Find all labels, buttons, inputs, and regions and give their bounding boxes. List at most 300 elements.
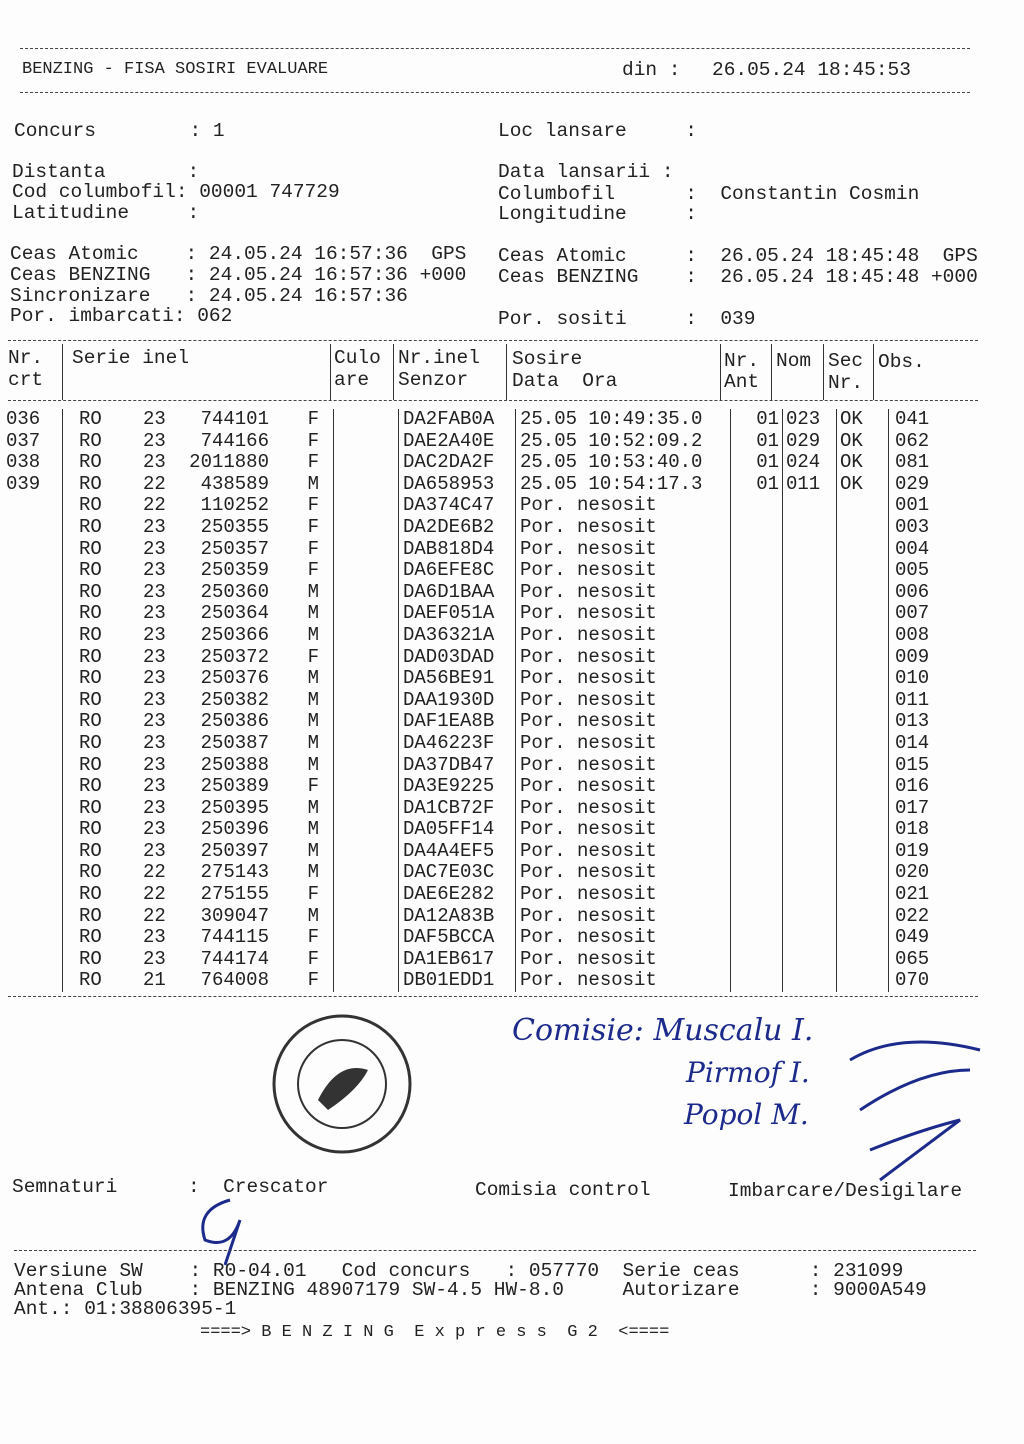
table-row	[6, 474, 929, 496]
ring-sex: F	[307, 494, 319, 517]
arrival: Por. nesosit	[516, 884, 731, 906]
antenna-nr	[731, 625, 783, 647]
ring-sex: M	[307, 796, 319, 819]
ring-series	[63, 927, 334, 949]
ring-number: 250386	[200, 710, 269, 733]
report-datetime: 26.05.24 18:45:53	[712, 59, 911, 81]
info-ceas-benzing-start: Ceas BENZING : 24.05.24 16:57:36 +000	[10, 264, 467, 286]
nom: 024	[783, 452, 837, 474]
ring-number: 250372	[200, 645, 269, 668]
antenna-nr	[731, 668, 783, 690]
sec-nr	[837, 733, 889, 755]
ring-country: RO	[79, 623, 102, 646]
row-nr: 036	[6, 409, 63, 431]
sec-nr	[837, 970, 889, 992]
ring-number: 250366	[200, 623, 269, 646]
sec-nr	[837, 798, 889, 820]
info-columbofil: Columbofil : Constantin Cosmin	[498, 183, 920, 205]
ring-year: 23	[143, 408, 166, 430]
col-nom: Nom	[776, 350, 812, 372]
info-loc-lansare: Loc lansare :	[498, 120, 697, 142]
ring-series	[63, 776, 334, 798]
ring-series	[63, 711, 334, 733]
table-row	[6, 819, 929, 841]
ring-series	[63, 970, 334, 992]
ring-number: 744166	[200, 429, 269, 452]
col-culoare-2: are	[334, 369, 370, 391]
ring-year: 23	[143, 667, 166, 690]
sec-nr	[837, 625, 889, 647]
ring-year: 22	[143, 472, 166, 495]
color	[334, 431, 399, 453]
ring-country: RO	[79, 926, 102, 949]
ring-year: 23	[143, 645, 166, 668]
info-longitudine: Longitudine :	[498, 203, 697, 225]
antenna-nr	[731, 819, 783, 841]
divider	[20, 92, 970, 93]
ring-sex: M	[307, 861, 319, 884]
nom	[783, 603, 837, 625]
sensor-ring: DAD03DAD	[399, 647, 516, 669]
table-row	[6, 539, 929, 561]
col-nr: Nr.	[8, 347, 44, 369]
ring-year: 22	[143, 883, 166, 906]
obs: 081	[895, 451, 930, 474]
ring-sex: M	[307, 472, 319, 495]
antenna-nr: 01	[731, 409, 783, 431]
color	[334, 625, 399, 647]
color	[334, 862, 399, 884]
nom: 023	[783, 409, 837, 431]
color	[334, 776, 399, 798]
arrival: Por. nesosit	[516, 841, 731, 863]
nom	[783, 539, 837, 561]
table-row	[6, 560, 929, 582]
ring-sex: M	[307, 818, 319, 841]
antenna-nr: 01	[731, 431, 783, 453]
nom	[783, 798, 837, 820]
ring-country: RO	[79, 796, 102, 819]
ring-sex: M	[307, 839, 319, 862]
ring-series	[63, 906, 334, 928]
table-row	[6, 603, 929, 625]
nom	[783, 517, 837, 539]
arrival: Por. nesosit	[516, 495, 731, 517]
nom	[783, 819, 837, 841]
obs: 020	[895, 861, 930, 884]
antenna-nr	[731, 733, 783, 755]
table-row	[6, 949, 929, 971]
ring-number: 309047	[200, 904, 269, 927]
col-sec: Sec	[828, 350, 864, 372]
ring-sex: M	[307, 667, 319, 690]
antenna-nr	[731, 776, 783, 798]
ring-series	[63, 495, 334, 517]
arrival: Por. nesosit	[516, 798, 731, 820]
ring-year: 23	[143, 688, 166, 711]
ring-number: 250357	[200, 537, 269, 560]
arrivals-table	[6, 409, 929, 992]
ring-sex: F	[307, 775, 319, 798]
ring-series	[63, 690, 334, 712]
sec-nr	[837, 819, 889, 841]
ring-number: 250382	[200, 688, 269, 711]
sensor-ring: DAB818D4	[399, 539, 516, 561]
sensor-ring: DAE2A40E	[399, 431, 516, 453]
ring-number: 250388	[200, 753, 269, 776]
ring-sex: F	[307, 559, 319, 582]
obs: 001	[895, 494, 930, 517]
ring-year: 23	[143, 839, 166, 862]
ring-series	[63, 668, 334, 690]
date-label: din :	[622, 59, 681, 81]
obs: 017	[895, 796, 930, 819]
sensor-ring: DA05FF14	[399, 819, 516, 841]
row-nr	[6, 862, 63, 884]
sensor-ring: DAE6E282	[399, 884, 516, 906]
antenna-nr	[731, 798, 783, 820]
signature-scribble	[840, 1030, 990, 1190]
antenna-nr	[731, 906, 783, 928]
arrival: Por. nesosit	[516, 819, 731, 841]
table-row	[6, 495, 929, 517]
sec-nr: OK	[837, 409, 889, 431]
handwritten-commission-3: Popol M.	[684, 1098, 809, 1131]
color	[334, 927, 399, 949]
ring-country: RO	[79, 947, 102, 970]
color	[334, 452, 399, 474]
ring-series	[63, 517, 334, 539]
row-nr	[6, 603, 63, 625]
table-row	[6, 970, 929, 992]
arrival: Por. nesosit	[516, 927, 731, 949]
table-row	[6, 452, 929, 474]
ring-country: RO	[79, 451, 102, 474]
antenna-nr	[731, 927, 783, 949]
arrival: Por. nesosit	[516, 517, 731, 539]
ring-country: RO	[79, 775, 102, 798]
info-sositi: Por. sositi : 039	[498, 308, 756, 330]
row-nr	[6, 776, 63, 798]
sensor-ring: DA6EFE8C	[399, 560, 516, 582]
nom	[783, 884, 837, 906]
sec-nr	[837, 560, 889, 582]
ring-country: RO	[79, 580, 102, 603]
nom	[783, 927, 837, 949]
arrival: Por. nesosit	[516, 690, 731, 712]
col-crt: crt	[8, 369, 44, 391]
arrival: Por. nesosit	[516, 560, 731, 582]
footer-ant: Ant.: 01:38806395-1	[14, 1298, 237, 1320]
obs: 019	[895, 839, 930, 862]
obs: 070	[895, 969, 930, 992]
ring-year: 23	[143, 731, 166, 754]
ring-year: 23	[143, 602, 166, 625]
nom: 011	[783, 474, 837, 496]
row-nr: 039	[6, 474, 63, 496]
ring-series	[63, 862, 334, 884]
arrival: Por. nesosit	[516, 862, 731, 884]
antenna-nr	[731, 711, 783, 733]
nom	[783, 560, 837, 582]
ring-sex: M	[307, 580, 319, 603]
ring-year: 22	[143, 494, 166, 517]
color	[334, 690, 399, 712]
row-nr	[6, 819, 63, 841]
sec-nr	[837, 517, 889, 539]
col-nr-ant: Nr.	[724, 350, 760, 372]
arrival: Por. nesosit	[516, 733, 731, 755]
sec-nr	[837, 711, 889, 733]
ring-sex: F	[307, 429, 319, 452]
obs: 029	[895, 472, 930, 495]
ring-sex: M	[307, 623, 319, 646]
ring-country: RO	[79, 515, 102, 538]
ring-year: 21	[143, 969, 166, 992]
sensor-ring: DAC7E03C	[399, 862, 516, 884]
obs: 016	[895, 775, 930, 798]
arrival: Por. nesosit	[516, 906, 731, 928]
color	[334, 647, 399, 669]
sec-nr: OK	[837, 452, 889, 474]
ring-series	[63, 884, 334, 906]
ring-series	[63, 582, 334, 604]
ring-number: 744115	[200, 926, 269, 949]
table-row	[6, 625, 929, 647]
color	[334, 970, 399, 992]
ring-sex: M	[307, 731, 319, 754]
ring-number: 250389	[200, 775, 269, 798]
color	[334, 517, 399, 539]
antenna-nr	[731, 647, 783, 669]
sec-nr	[837, 690, 889, 712]
ring-year: 23	[143, 796, 166, 819]
sensor-ring: DA56BE91	[399, 668, 516, 690]
table-row	[6, 409, 929, 431]
divider	[8, 340, 978, 341]
sensor-ring: DA2DE6B2	[399, 517, 516, 539]
ring-series	[63, 798, 334, 820]
color	[334, 582, 399, 604]
col-sosire: Sosire	[512, 348, 583, 370]
table-row	[6, 668, 929, 690]
table-row	[6, 776, 929, 798]
nom	[783, 949, 837, 971]
info-ceas-atomic-start: Ceas Atomic : 24.05.24 16:57:36 GPS	[10, 243, 467, 265]
row-nr	[6, 841, 63, 863]
nom: 029	[783, 431, 837, 453]
info-latitudine: Latitudine :	[12, 202, 200, 224]
row-nr	[6, 690, 63, 712]
ring-country: RO	[79, 645, 102, 668]
ring-series	[63, 755, 334, 777]
sensor-ring: DA1CB72F	[399, 798, 516, 820]
sensor-ring: DAF1EA8B	[399, 711, 516, 733]
divider	[14, 1250, 976, 1251]
nom	[783, 690, 837, 712]
antenna-nr	[731, 884, 783, 906]
ring-sex: F	[307, 537, 319, 560]
color	[334, 539, 399, 561]
nom	[783, 841, 837, 863]
obs: 011	[895, 688, 930, 711]
report-title: BENZING - FISA SOSIRI EVALUARE	[22, 60, 329, 79]
col-sec-nr: Nr.	[828, 372, 864, 394]
nom	[783, 582, 837, 604]
row-nr	[6, 711, 63, 733]
nom	[783, 625, 837, 647]
ring-year: 23	[143, 515, 166, 538]
sec-nr	[837, 582, 889, 604]
ring-sex: M	[307, 904, 319, 927]
row-nr	[6, 798, 63, 820]
table-row	[6, 884, 929, 906]
sensor-ring: DA4A4EF5	[399, 841, 516, 863]
ring-series	[63, 819, 334, 841]
ring-country: RO	[79, 408, 102, 430]
divider	[8, 400, 978, 401]
sec-nr	[837, 647, 889, 669]
obs: 014	[895, 731, 930, 754]
table-row	[6, 647, 929, 669]
crescator-signature	[190, 1190, 260, 1270]
arrival: Por. nesosit	[516, 668, 731, 690]
sensor-ring: DA36321A	[399, 625, 516, 647]
club-stamp	[268, 1010, 416, 1158]
obs: 009	[895, 645, 930, 668]
crescator-label: : Crescator	[188, 1176, 329, 1198]
ring-sex: F	[307, 645, 319, 668]
ring-sex: M	[307, 688, 319, 711]
arrival: Por. nesosit	[516, 582, 731, 604]
arrival: Por. nesosit	[516, 603, 731, 625]
color	[334, 755, 399, 777]
imbarcare-label: Imbarcare/Desigilare	[728, 1180, 963, 1202]
sec-nr: OK	[837, 474, 889, 496]
arrival: 25.05 10:49:35.0	[516, 409, 731, 431]
ring-number: 250395	[200, 796, 269, 819]
sec-nr	[837, 755, 889, 777]
nom	[783, 862, 837, 884]
sec-nr	[837, 841, 889, 863]
ring-number: 764008	[200, 969, 269, 992]
row-nr	[6, 495, 63, 517]
arrival: Por. nesosit	[516, 776, 731, 798]
ring-country: RO	[79, 753, 102, 776]
row-nr	[6, 668, 63, 690]
nom	[783, 970, 837, 992]
nom	[783, 668, 837, 690]
ring-number: 275143	[200, 861, 269, 884]
sec-nr	[837, 862, 889, 884]
ring-country: RO	[79, 861, 102, 884]
obs: 007	[895, 602, 930, 625]
nom	[783, 733, 837, 755]
row-nr	[6, 949, 63, 971]
color	[334, 474, 399, 496]
obs: 065	[895, 947, 930, 970]
footer-version: Versiune SW : R0-04.01 Cod concurs : 057770 Serie ceas : 231099	[14, 1260, 904, 1282]
arrival: Por. nesosit	[516, 755, 731, 777]
ring-country: RO	[79, 818, 102, 841]
obs: 062	[895, 429, 930, 452]
ring-series	[63, 409, 334, 431]
row-nr	[6, 755, 63, 777]
sec-nr	[837, 927, 889, 949]
ring-number: 744101	[200, 408, 269, 430]
info-ceas-atomic-end: Ceas Atomic : 26.05.24 18:45:48 GPS	[498, 245, 978, 267]
color	[334, 841, 399, 863]
nom	[783, 495, 837, 517]
color	[334, 495, 399, 517]
row-nr: 037	[6, 431, 63, 453]
divider	[8, 996, 978, 997]
ring-series	[63, 733, 334, 755]
antenna-nr: 01	[731, 474, 783, 496]
info-concurs: Concurs : 1	[14, 120, 225, 142]
ring-year: 23	[143, 710, 166, 733]
antenna-nr	[731, 755, 783, 777]
table-row	[6, 841, 929, 863]
ring-year: 23	[143, 451, 166, 474]
ring-sex: M	[307, 602, 319, 625]
sensor-ring: DA12A83B	[399, 906, 516, 928]
sensor-ring: DA658953	[399, 474, 516, 496]
handwritten-commission-1: Comisie: Muscalu I.	[512, 1013, 814, 1048]
sensor-ring: DAEF051A	[399, 603, 516, 625]
ring-country: RO	[79, 537, 102, 560]
ring-country: RO	[79, 710, 102, 733]
col-data-ora: Data Ora	[512, 370, 618, 392]
antenna-nr	[731, 970, 783, 992]
sec-nr	[837, 949, 889, 971]
arrival: 25.05 10:54:17.3	[516, 474, 731, 496]
ring-year: 23	[143, 580, 166, 603]
row-nr	[6, 560, 63, 582]
ring-series	[63, 560, 334, 582]
comisia-control-label: Comisia control	[475, 1179, 651, 1201]
ring-year: 23	[143, 775, 166, 798]
ring-series	[63, 841, 334, 863]
ring-sex: F	[307, 969, 319, 992]
ring-number: 275155	[200, 883, 269, 906]
sensor-ring: DAA1930D	[399, 690, 516, 712]
ring-year: 23	[143, 818, 166, 841]
ring-sex: F	[307, 947, 319, 970]
color	[334, 603, 399, 625]
row-nr	[6, 582, 63, 604]
sensor-ring: DA1EB617	[399, 949, 516, 971]
ring-sex: M	[307, 753, 319, 776]
table-row	[6, 517, 929, 539]
ring-series	[63, 949, 334, 971]
color	[334, 819, 399, 841]
ring-number: 438589	[200, 472, 269, 495]
row-nr	[6, 733, 63, 755]
ring-number: 250360	[200, 580, 269, 603]
footer-banner: ====> B E N Z I N G E x p r e s s G 2 <====	[200, 1323, 670, 1342]
ring-country: RO	[79, 494, 102, 517]
sec-nr	[837, 539, 889, 561]
antenna-nr	[731, 495, 783, 517]
row-nr	[6, 884, 63, 906]
nom	[783, 711, 837, 733]
row-nr	[6, 927, 63, 949]
table-row	[6, 733, 929, 755]
sensor-ring: DA3E9225	[399, 776, 516, 798]
arrival: 25.05 10:52:09.2	[516, 431, 731, 453]
col-senzor: Senzor	[398, 369, 469, 391]
